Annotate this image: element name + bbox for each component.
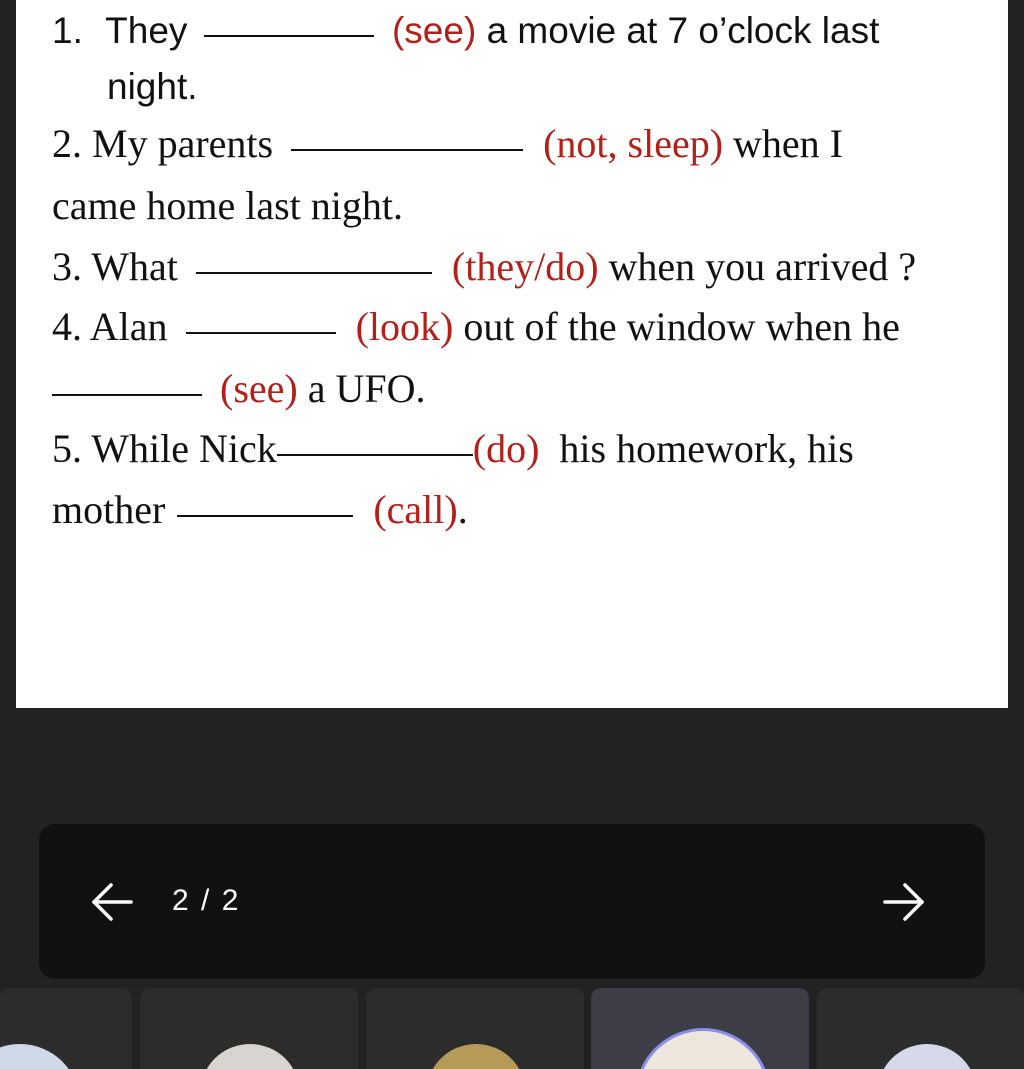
question-text: They (105, 10, 188, 51)
question-text: While Nick (91, 426, 277, 471)
question-4 (52, 303, 1008, 350)
thumbnail-image (200, 1044, 300, 1069)
question-text: Alan (89, 304, 168, 349)
question-text: mother (52, 487, 166, 532)
question-text: What (91, 244, 178, 289)
question-4-continued (52, 365, 1008, 412)
arrow-left-icon[interactable] (89, 880, 135, 924)
question-1 (52, 10, 1008, 52)
answer-blank (277, 454, 473, 456)
question-3 (52, 243, 1008, 290)
question-text: My parents (92, 121, 274, 166)
thumbnail-5[interactable] (817, 988, 1024, 1069)
arrow-right-icon[interactable] (881, 880, 927, 924)
thumbnail-image (635, 1028, 771, 1069)
question-5 (52, 425, 1008, 472)
question-text: a UFO. (307, 366, 426, 411)
answer-blank (196, 272, 432, 274)
question-number: 2. (52, 121, 82, 166)
document-page (16, 0, 1008, 708)
verb-hint: (not, sleep) (543, 121, 724, 166)
thumbnail-4-selected[interactable] (591, 988, 809, 1069)
question-text: night. (107, 66, 198, 107)
question-text: out of the window when he (463, 304, 900, 349)
question-text: a movie at 7 o’clock last (486, 10, 880, 51)
question-5-continued (52, 486, 1008, 533)
verb-hint: (see) (220, 366, 298, 411)
answer-blank (177, 515, 353, 517)
thumbnail-1[interactable] (0, 988, 132, 1069)
question-number: 1. (52, 10, 83, 51)
question-text: his homework, his (559, 426, 854, 471)
question-text: came home last night. (52, 183, 404, 228)
question-2 (52, 120, 1008, 167)
thumbnail-2[interactable] (140, 988, 358, 1069)
question-number: 5. (52, 426, 82, 471)
question-1-continued (107, 66, 1008, 108)
question-number: 3. (52, 244, 82, 289)
question-number: 4. (52, 304, 82, 349)
verb-hint: (look) (355, 304, 454, 349)
question-text: . (457, 487, 468, 532)
thumbnail-image (877, 1044, 977, 1069)
answer-blank (186, 332, 336, 334)
answer-blank (52, 394, 202, 396)
thumbnail-3[interactable] (366, 988, 584, 1069)
verb-hint: (they/do) (451, 244, 599, 289)
verb-hint: (call) (373, 487, 458, 532)
verb-hint: (see) (391, 10, 477, 51)
answer-blank (204, 35, 374, 37)
question-2-continued (52, 182, 1008, 229)
question-text: when you arrived ? (608, 244, 917, 289)
page-navigation-bar (39, 824, 985, 979)
verb-hint: (do) (472, 426, 540, 471)
page-counter: 2 / 2 (172, 884, 241, 917)
thumbnail-image (0, 1044, 80, 1069)
thumbnail-image (426, 1044, 526, 1069)
question-text: when I (733, 121, 843, 166)
answer-blank (291, 149, 523, 151)
